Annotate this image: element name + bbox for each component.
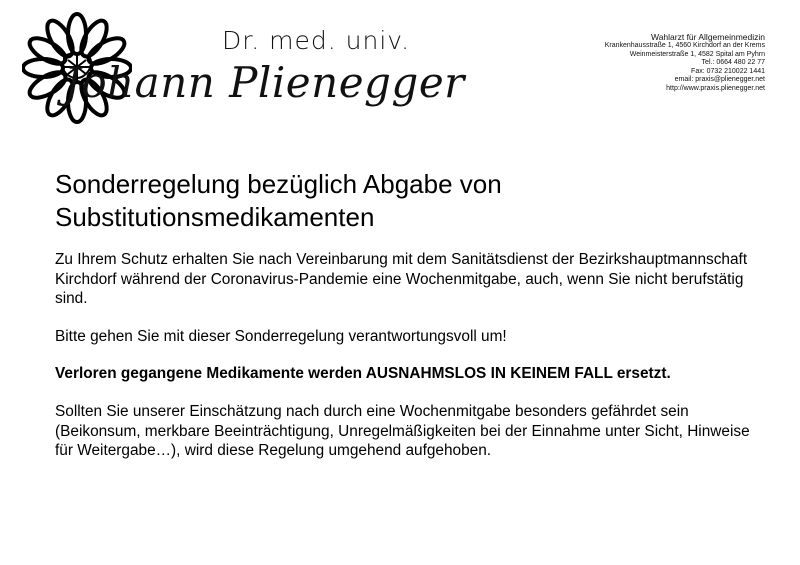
contact-block	[505, 32, 765, 94]
document-title	[55, 168, 755, 234]
doctor-name: Johann Plienegger	[64, 58, 465, 107]
contact-website: http://www.praxis.plienegger.net	[666, 84, 765, 92]
contact-fax: Fax: 0732 210022 1441	[691, 67, 765, 75]
letterhead	[0, 0, 800, 130]
contact-address-2: Weinmeisterstraße 1, 4582 Spital am Pyhrn	[629, 50, 765, 58]
paragraph-intro: Zu Ihrem Schutz erhalten Sie nach Vereinbarung mit dem Sanitätsdienst der Bezirkshauptmannschaft Kirchdorf während der Coronavirus-Pandemie eine Wochenmitgabe, auch, wenn Sie nicht berufstätig sind.	[55, 251, 748, 308]
paragraph-warning: Verloren gegangene Medikamente werden AUSNAHMSLOS IN KEINEM FALL ersetzt.	[55, 365, 671, 383]
paragraph-appeal: Bitte gehen Sie mit dieser Sonderregelung verantwortungsvoll um!	[55, 327, 507, 345]
paragraph-revocation: Sollten Sie unserer Einschätzung nach durch eine Wochenmitgabe besonders gefährdet sein (Beikonsum, merkbare Beeinträchtigung, Unregelmäßigkeiten bei der Einnahme unter Sicht, Hinweise für Weitergabe…), wird diese Regelung umgehend aufgehoben.	[55, 402, 750, 460]
title-line-1: Sonderregelung bezüglich Abgabe von	[55, 169, 502, 199]
contact-address-1: Krankenhausstraße 1, 4560 Kirchdorf an der Krems	[604, 42, 765, 49]
contact-phone: Tel.: 0664 480 22 77	[701, 59, 765, 67]
title-line-2: Substitutionsmedikamenten	[55, 202, 375, 232]
degree-title: Dr. med. univ.	[222, 26, 411, 55]
contact-role: Wahlarzt für Allgemeinmedizin	[650, 32, 765, 42]
document-body	[55, 168, 755, 479]
contact-email: email: praxis@plienegger.net	[674, 76, 765, 84]
